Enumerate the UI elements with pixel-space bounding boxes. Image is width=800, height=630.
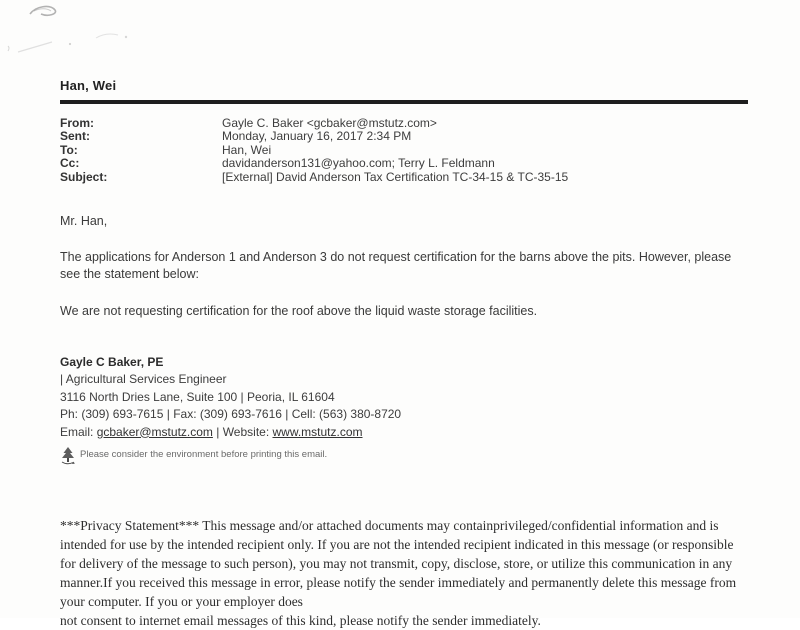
signature-name: Gayle C Baker, PE: [60, 354, 164, 369]
header-value-cc: davidanderson131@yahoo.com; Terry L. Feldmann: [222, 156, 495, 171]
signature-contact-line: [60, 424, 750, 442]
environment-note-line: [60, 446, 750, 464]
environment-note-text: Please consider the environment before printing this email.: [80, 449, 328, 461]
header-value-to: Han, Wei: [222, 142, 272, 157]
email-address-link[interactable]: gcbaker@mstutz.com: [96, 424, 213, 439]
signature-title: | Agricultural Services Engineer: [60, 372, 227, 387]
tree-icon: [60, 446, 76, 464]
header-divider: [60, 100, 748, 104]
privacy-statement: ***Privacy Statement*** This message and/or attached documents may containprivileged/confidential information and is intended for use by the intended recipient only. If you are not the intended recipient indicated in this message (or responsible for delivery of the message to such person), you may not transmit, copy, disclose, store, or utilize this communication in any manner.If you received this message in error, please notify the sender immediately and permanently delete this message from your computer. If you or your employer does: [60, 518, 737, 610]
header-value-from: Gayle C. Baker <gcbaker@mstutz.com>: [222, 116, 437, 130]
website-link[interactable]: www.mstutz.com: [272, 424, 363, 439]
recipient-name: Han, Wei: [60, 78, 117, 93]
email-greeting: Mr. Han,: [60, 214, 108, 229]
header-label-sent: Sent:: [60, 129, 90, 144]
privacy-statement-clipped-line: not consent to internet email messages of this kind, please notify the sender immediately.: [60, 613, 541, 629]
email-signature: [60, 354, 750, 465]
email-paragraph-1: The applications for Anderson 1 and Anderson 3 do not request certification for the barns above the pits. However, please see the statement below:: [60, 250, 732, 281]
signature-phones: Ph: (309) 693-7615 | Fax: (309) 693-7616 | Cell: (563) 380-8720: [60, 407, 402, 422]
signature-address: 3116 North Dries Lane, Suite 100 | Peoria, IL 61604: [60, 389, 335, 404]
header-value-sent: Monday, January 16, 2017 2:34 PM: [222, 129, 412, 144]
header-label-to: To:: [60, 142, 78, 157]
header-label-from: From:: [60, 116, 94, 130]
header-value-subject: [External] David Anderson Tax Certification TC-34-15 & TC-35-15: [222, 169, 569, 184]
email-header-table: [60, 117, 750, 184]
website-label: | Website:: [212, 424, 273, 439]
email-label: Email:: [60, 424, 97, 439]
header-label-subject: Subject:: [60, 169, 108, 184]
email-paragraph-2: We are not requesting certification for the roof above the liquid waste storage facilities.: [60, 304, 538, 319]
header-label-cc: Cc:: [60, 156, 80, 171]
